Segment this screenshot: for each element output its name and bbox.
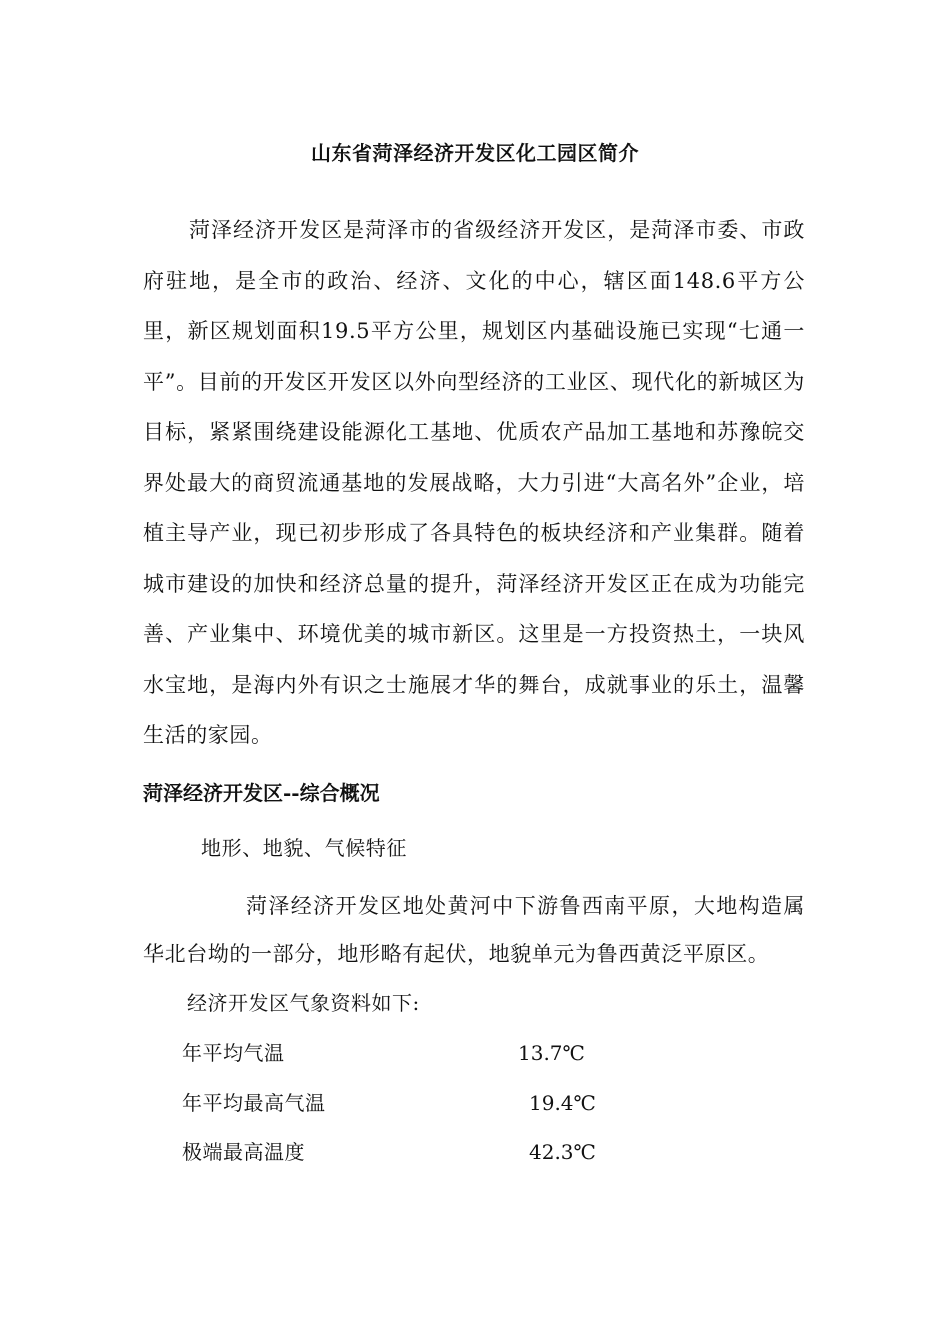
climate-intro: 经济开发区气象资料如下: <box>187 991 420 1015</box>
intro-paragraph: 菏泽经济开发区是菏泽市的省级经济开发区，是菏泽市委、市政府驻地，是全市的政治、经济、文化的中心，辖区面148.6平方公里，新区规划面积19.5平方公里，规划区内基础设施已实现“七通一平”。目前的开发区开发区以外向型经济的工业区、现代化的新城区为目标，紧紧围绕建设能源化工基地、优质农产品加工基地和苏豫皖交界处最大的商贸流通基地的发展战略，大力引进“大高名外”企业，培植主导产业，现已初步形成了各具特色的板块经济和产业集群。随着城市建设的加快和经济总量的提升，菏泽经济开发区正在成为功能完善、产业集中、环境优美的城市新区。这里是一方投资热土，一块风水宝地，是海内外有识之士施展才华的舞台，成就事业的乐土，温馨生活的家园。 <box>143 218 805 747</box>
section-heading: 菏泽经济开发区--综合概况 <box>143 781 380 805</box>
climate-row <box>182 1038 612 1068</box>
climate-value: 19.4℃ <box>529 1091 596 1115</box>
geography-paragraph: 菏泽经济开发区地处黄河中下游鲁西南平原，大地构造属华北台坳的一部分，地形略有起伏，地貌单元为鲁西黄泛平原区。 <box>143 894 805 966</box>
document-title: 山东省菏泽经济开发区化工园区简介 <box>311 141 639 165</box>
climate-row <box>182 1088 612 1118</box>
climate-label: 极端最高温度 <box>182 1140 305 1164</box>
climate-value: 42.3℃ <box>529 1140 596 1164</box>
subheading: 地形、地貌、气候特征 <box>201 836 407 860</box>
climate-value: 13.7℃ <box>518 1041 585 1065</box>
climate-row <box>182 1137 612 1167</box>
climate-label: 年平均气温 <box>182 1041 285 1065</box>
climate-label: 年平均最高气温 <box>182 1091 326 1115</box>
